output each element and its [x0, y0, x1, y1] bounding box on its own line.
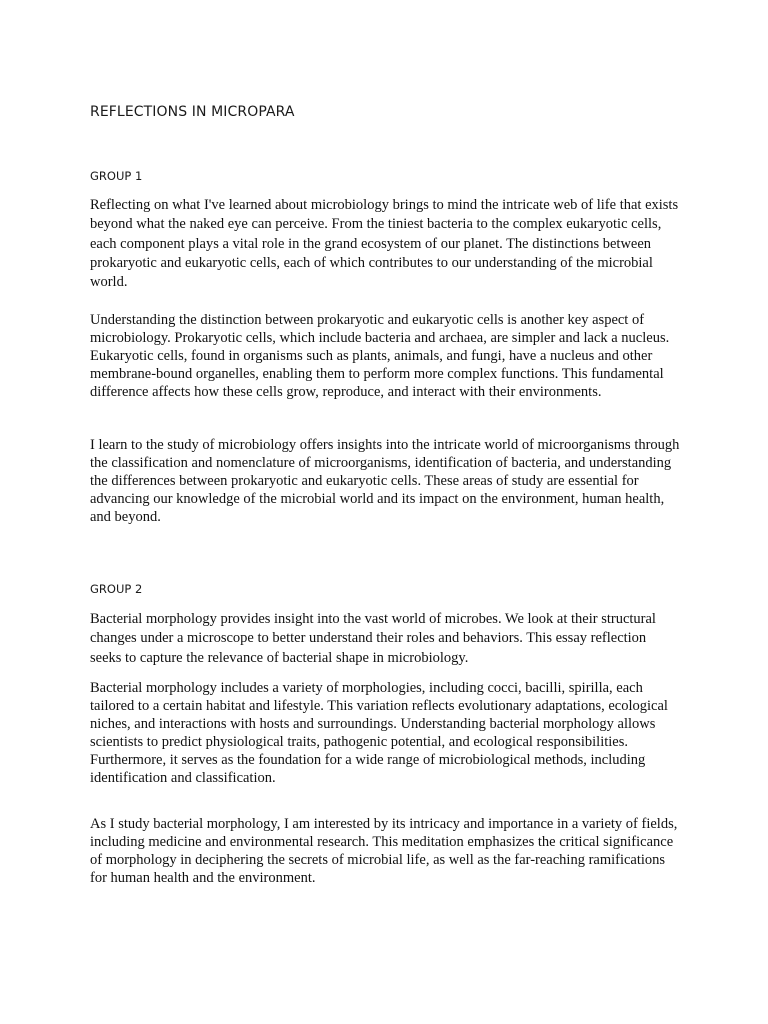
- group-1-heading: GROUP 1: [90, 169, 143, 183]
- group-1-paragraph-3: I learn to the study of microbiology offers insights into the intricate world of microorganisms through the classification and nomenclature of microorganisms, identification of bacteria, and understanding the differences between prokaryotic and eukaryotic cells. These areas of study are essential for advancing our knowledge of the microbial world and its impact on the environment, human health, and beyond.: [90, 437, 680, 525]
- group-1-paragraph-2: Understanding the distinction between prokaryotic and eukaryotic cells is another key aspect of microbiology. Prokaryotic cells, which include bacteria and archaea, are simpler and lack a nucleus. Eukaryotic cells, found in organisms such as plants, animals, and fungi, have a nucleus and other membrane-bound organelles, enabling them to perform more complex functions. This fundamental difference affects how these cells grow, reproduce, and interact with their environments.: [90, 312, 670, 400]
- group-2-paragraph-1: Bacterial morphology provides insight into the vast world of microbes. We look at their structural changes under a microscope to better understand their roles and behaviors. This essay reflection seeks to capture the relevance of bacterial shape in microbiology.: [90, 611, 656, 666]
- group-2-paragraph-3: As I study bacterial morphology, I am interested by its intricacy and importance in a variety of fields, including medicine and environmental research. This meditation emphasizes the critical significance of morphology in deciphering the secrets of microbial life, as well as the far-reaching ramifications for human health and the environment.: [90, 816, 678, 886]
- document-title: REFLECTIONS IN MICROPARA: [90, 104, 295, 120]
- group-1-paragraph-1: Reflecting on what I've learned about microbiology brings to mind the intricate web of life that exists beyond what the naked eye can perceive. From the tiniest bacteria to the complex eukaryotic cells, each component plays a vital role in the grand ecosystem of our planet. The distinctions between prokaryotic and eukaryotic cells, each of which contributes to our understanding of the microbial world.: [90, 197, 679, 291]
- group-2-heading: GROUP 2: [90, 582, 143, 596]
- group-2-paragraph-2: Bacterial morphology includes a variety of morphologies, including cocci, bacilli, spirilla, each tailored to a certain habitat and lifestyle. This variation reflects evolutionary adaptations, ecological niches, and interactions with hosts and surroundings. Understanding bacterial morphology allows scientists to predict physiological traits, pathogenic potential, and ecological responsibilities. Furthermore, it serves as the foundation for a wide range of microbiological methods, including identification and classification.: [90, 680, 668, 786]
